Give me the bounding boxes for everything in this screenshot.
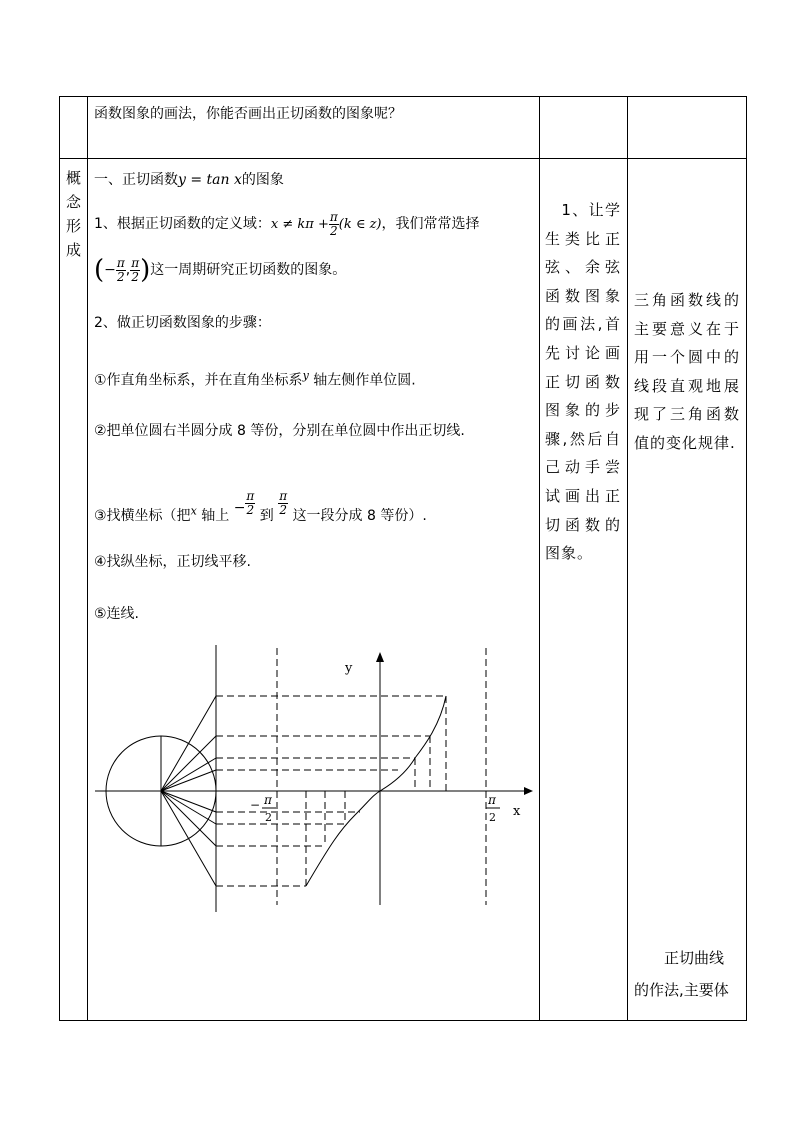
item1-line — [94, 206, 480, 242]
section-label-char: 概 — [66, 169, 82, 187]
interval-suffix: 这一周期研究正切函数的图象。 — [150, 262, 347, 278]
design-intent-line: 的作法,主要体 — [634, 981, 729, 999]
radius-line — [161, 770, 216, 791]
domain-formula-left: x ≠ kπ + — [270, 217, 329, 232]
frac-num: π — [116, 255, 125, 270]
interval-left-fraction — [116, 257, 126, 284]
frac-den: 2 — [131, 269, 139, 284]
row-divider — [59, 158, 747, 159]
interval-right-fraction — [130, 257, 140, 284]
domain-fraction — [329, 211, 339, 238]
student-activity-text: 1、让学生类比正弦、余弦函数图象的画法,首先讨论画正切函数图象的步骤,然后自己动手尝试画出正切函数的图象。 — [545, 201, 621, 563]
section-label-char: 成 — [66, 241, 82, 259]
frac-num: π — [279, 489, 288, 503]
step1-var: y — [302, 369, 309, 382]
table-bottom-border — [59, 1020, 747, 1021]
step3-from-fraction — [245, 490, 255, 517]
step3-mid1: 轴上 — [196, 508, 230, 524]
right-tick-num: π — [488, 793, 496, 807]
item2-line: 2、做正切函数图象的步骤： — [94, 315, 271, 331]
step3-var: x — [190, 504, 197, 518]
x-axis-arrow — [524, 787, 533, 795]
section-heading — [94, 170, 284, 190]
interval-line: (− $\frac{\pi}{2}$ , $\frac{\pi}{2}$ )这一周期研究正切函数的图象。 — [94, 255, 347, 285]
left-tick-num: π — [264, 793, 272, 807]
step1-suffix: 轴左侧作单位圆. — [308, 372, 416, 389]
y-axis-label: y — [345, 661, 353, 676]
frac-den: 2 — [329, 223, 338, 238]
step3-prefix: ③找横坐标（把 — [94, 508, 191, 524]
design-intent-text: 三角函数线的主要意义在于用一个圆中的线段直观地展现了三角函数值的变化规律. — [634, 291, 740, 452]
section-label-char: 念 — [66, 193, 82, 211]
step3-suffix: 这一段分成 8 等份）. — [292, 508, 427, 524]
design-intent-line: 正切曲线 — [634, 949, 725, 967]
x-axis-label: x — [513, 804, 521, 819]
frac-num: π — [246, 489, 255, 503]
table-right-border — [746, 96, 747, 1021]
domain-formula-right: (k ∈ z) — [338, 217, 382, 232]
col-divider-1 — [87, 96, 88, 1021]
step3-to-fraction — [278, 490, 288, 517]
frac-num: π — [329, 209, 338, 224]
right-tick-den: 2 — [489, 811, 496, 824]
step3-mid2: 到 — [259, 508, 274, 524]
item1-suffix: ，我们常常选择 — [381, 216, 480, 232]
heading-formula: y = tan x — [178, 172, 242, 188]
y-axis-arrow — [376, 652, 384, 662]
item1-prefix: 1、根据正切函数的定义域： — [94, 216, 271, 232]
step3-line: ③找横坐标（把$^x$ 轴上 − $\frac{\pi}{2}$ 到 $\frac{\pi}{2}$ 这一段分成 8 等份）. — [94, 489, 427, 524]
section-label-char: 形 — [66, 217, 82, 235]
tangent-graph — [95, 640, 535, 915]
radius-line — [161, 791, 216, 812]
table-left-border — [59, 96, 60, 1021]
radius-line — [161, 791, 216, 886]
radius-line — [161, 696, 216, 791]
step5-line: ⑤连线. — [94, 606, 140, 622]
step1-line — [94, 366, 416, 391]
frac-den: 2 — [279, 503, 287, 517]
col-divider-2 — [539, 96, 540, 1021]
frac-den: 2 — [117, 269, 125, 284]
left-tick-den: 2 — [265, 811, 272, 824]
heading-prefix: 一、正切函数 — [94, 172, 178, 188]
step2-line: ②把单位圆右半圆分成 8 等份，分别在单位圆中作出正切线. — [94, 423, 465, 439]
frac-num: π — [131, 255, 140, 270]
frac-den: 2 — [246, 503, 255, 517]
table-top-border — [59, 96, 747, 97]
col-divider-3 — [627, 96, 628, 1021]
step4-line: ④找纵坐标，正切线平移. — [94, 554, 252, 570]
design-intent-text-bottom — [634, 942, 740, 1006]
step1-prefix: ①作直角坐标系，并在直角坐标系 — [94, 372, 303, 389]
heading-suffix: 的图象 — [241, 172, 284, 188]
left-tick-minus: − — [250, 798, 261, 812]
section-label — [66, 166, 82, 262]
row1-text: 函数图象的画法，你能否画出正切函数的图象呢？ — [94, 106, 402, 122]
